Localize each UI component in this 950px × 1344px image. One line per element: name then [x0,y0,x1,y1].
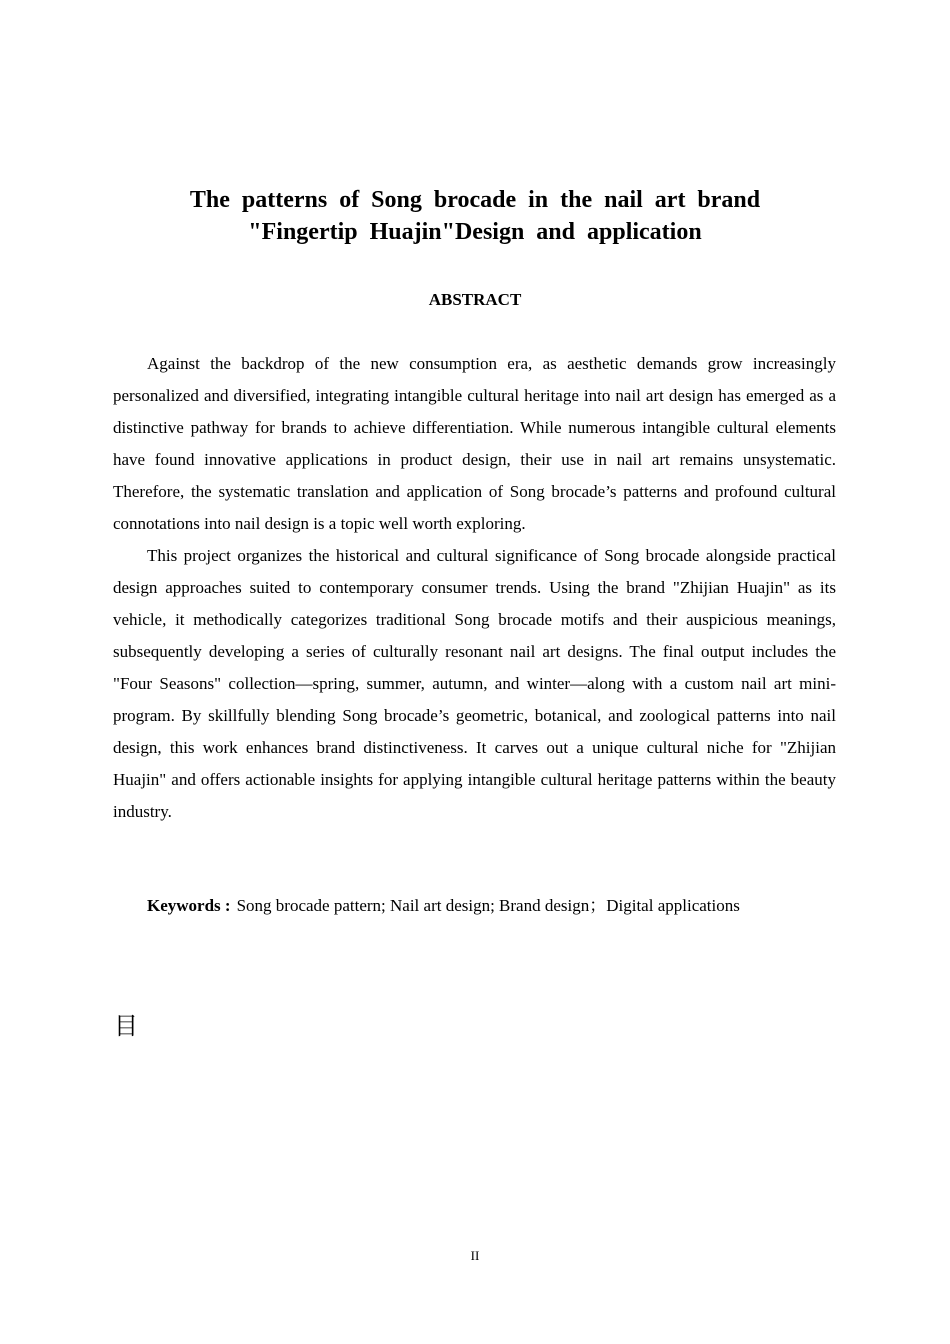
abstract-paragraph-1: Against the backdrop of the new consumption era, as aesthetic demands grow increasingly personalized and diversified, integrating intangible cultural heritage into nail art design has emerged as a distinctive pathway for brands to achieve differentiation. While numerous intangible cultural elements have found innovative applications in product design, their use in nail art remains unsystematic. Therefore, the systematic translation and application of Song brocade’s patterns and profound cultural connotations into nail design is a topic well worth exploring. [113,354,836,533]
abstract-body [113,348,836,828]
keywords-text: Song brocade pattern; Nail art design; Brand design；Digital applications [236,896,740,915]
title-line-2: "Fingertip Huajin"Design and application [248,219,702,245]
document-title [160,184,790,248]
keywords-label: Keywords : [147,896,231,915]
abstract-paragraph-2: This project organizes the historical and cultural significance of Song brocade alongside practical design approaches suited to contemporary consumer trends. Using the brand "Zhijian Huajin" as its vehicle, it methodically categorizes traditional Song brocade motifs and their auspicious meanings, subsequently developing a series of culturally resonant nail art designs. The final output includes the "Four Seasons" collection—spring, summer, autumn, and winter—along with a custom nail art mini-program. By skillfully blending Song brocade’s geometric, botanical, and zoological patterns into nail design, this work enhances brand distinctiveness. It carves out a unique cultural niche for "Zhijian Huajin" and offers actionable insights for applying intangible cultural heritage patterns within the beauty industry. [113,546,836,821]
title-line-1: The patterns of Song brocade in the nail art brand [189,187,761,213]
toc-heading-fragment: 目 [114,1012,138,1040]
keywords-line [147,890,740,922]
page-number: II [470,1248,480,1263]
abstract-heading: ABSTRACT [428,290,522,309]
